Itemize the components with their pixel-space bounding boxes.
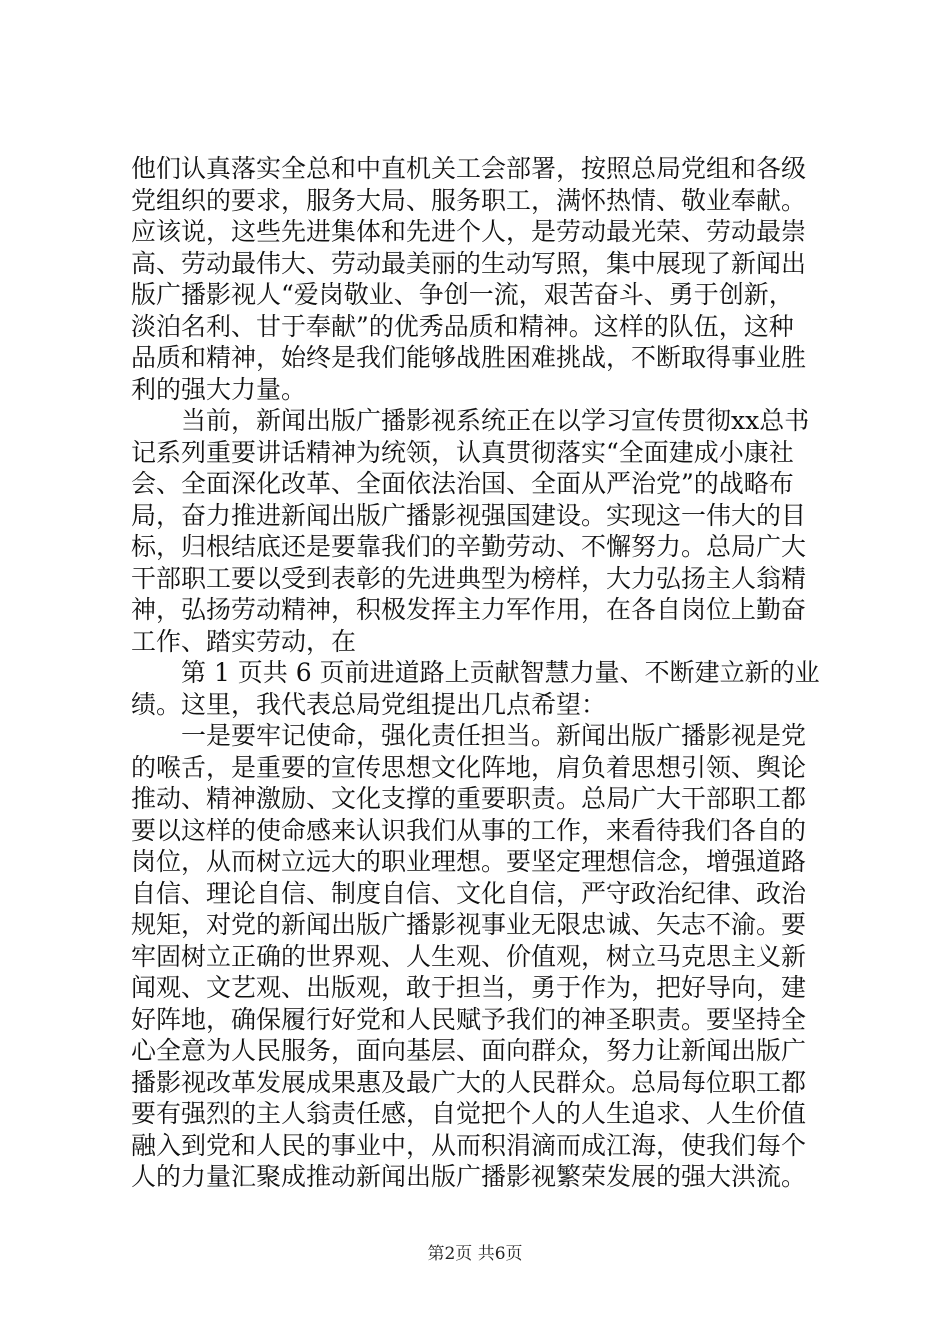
text-line: 利的强大力量。: [131, 374, 307, 404]
text-line: 应该说，这些先进集体和先进个人，是劳动最光荣、劳动最崇: [131, 217, 807, 246]
text-line: 干部职工要以受到表彰的先进典型为榜样，大力弘扬主人翁精: [131, 563, 807, 593]
text-line: 神，弘扬劳动精神，积极发挥主力军作用，在各自岗位上勤奋: [131, 595, 807, 624]
text-line: 品质和精神，始终是我们能够战胜困难挑战，不断取得事业胜: [131, 343, 807, 372]
text-line: 岗位，从而树立远大的职业理想。要坚定理想信念，增强道路: [131, 847, 807, 876]
text-line: 淡泊名利、甘于奉献”的优秀品质和精神。这样的队伍，这种: [131, 311, 794, 341]
text-line: 播影视改革发展成果惠及最广大的人民群众。总局每位职工都: [131, 1067, 807, 1097]
text-line: 版广播影视人“爱岗敬业、争创一流，艰苦奋斗、勇于创新，: [131, 280, 794, 309]
text-line: 牢固树立正确的世界观、人生观、价值观，树立马克思主义新: [131, 941, 807, 971]
text-line: 闻观、文艺观、出版观，敢于担当，勇于作为，把好导向，建: [131, 973, 807, 1002]
text-line: 第 1 页共 6 页前进道路上贡献智慧力量、不断建立新的业: [131, 658, 820, 687]
text-line: 一是要牢记使命，强化责任担当。新闻出版广播影视是党: [131, 721, 807, 750]
text-line: 自信、理论自信、制度自信、文化自信，严守政治纪律、政治: [131, 878, 807, 908]
text-line: 好阵地，确保履行好党和人民赋予我们的神圣职责。要坚持全: [131, 1004, 807, 1034]
text-line: 当前，新闻出版广播影视系统正在以学习宣传贯彻xx总书: [131, 406, 810, 435]
text-line: 标，归根结底还是要靠我们的辛勤劳动、不懈努力。总局广大: [131, 532, 807, 561]
text-line: 局，奋力推进新闻出版广播影视强国建设。实现这一伟大的目: [131, 500, 807, 530]
text-line: 规矩，对党的新闻出版广播影视事业无限忠诚、矢志不渝。要: [131, 910, 807, 939]
text-line: 高、劳动最伟大、劳动最美丽的生动写照，集中展现了新闻出: [131, 248, 807, 278]
text-line: 工作、踏实劳动，在: [131, 626, 357, 656]
text-line: 党组织的要求，服务大局、服务职工，满怀热情、敬业奉献。: [131, 185, 807, 215]
body-text: [131, 153, 821, 1193]
text-line: 记系列重要讲话精神为统领，认真贯彻落实“全面建成小康社: [131, 437, 794, 467]
text-line: 人的力量汇聚成推动新闻出版广播影视繁荣发展的强大洪流。: [131, 1162, 807, 1191]
text-line: 会、全面深化改革、全面依法治国、全面从严治党”的战略布: [131, 469, 794, 498]
text-line: 推动、精神激励、文化支撑的重要职责。总局广大干部职工都: [131, 784, 807, 813]
text-line: 要有强烈的主人翁责任感，自觉把个人的人生追求、人生价值: [131, 1099, 807, 1128]
text-line: 要以这样的使命感来认识我们从事的工作，来看待我们各自的: [131, 815, 807, 845]
text-line: 他们认真落实全总和中直机关工会部署，按照总局党组和各级: [131, 154, 807, 183]
text-line: 的喉舌，是重要的宣传思想文化阵地，肩负着思想引领、舆论: [131, 752, 807, 782]
text-line: 融入到党和人民的事业中，从而积涓滴而成江海，使我们每个: [131, 1130, 807, 1160]
page-footer: 第2页 共6页: [427, 1244, 523, 1264]
text-line: 心全意为人民服务，面向基层、面向群众，努力让新闻出版广: [131, 1036, 807, 1065]
text-line: 绩。这里，我代表总局党组提出几点希望：: [131, 689, 607, 719]
